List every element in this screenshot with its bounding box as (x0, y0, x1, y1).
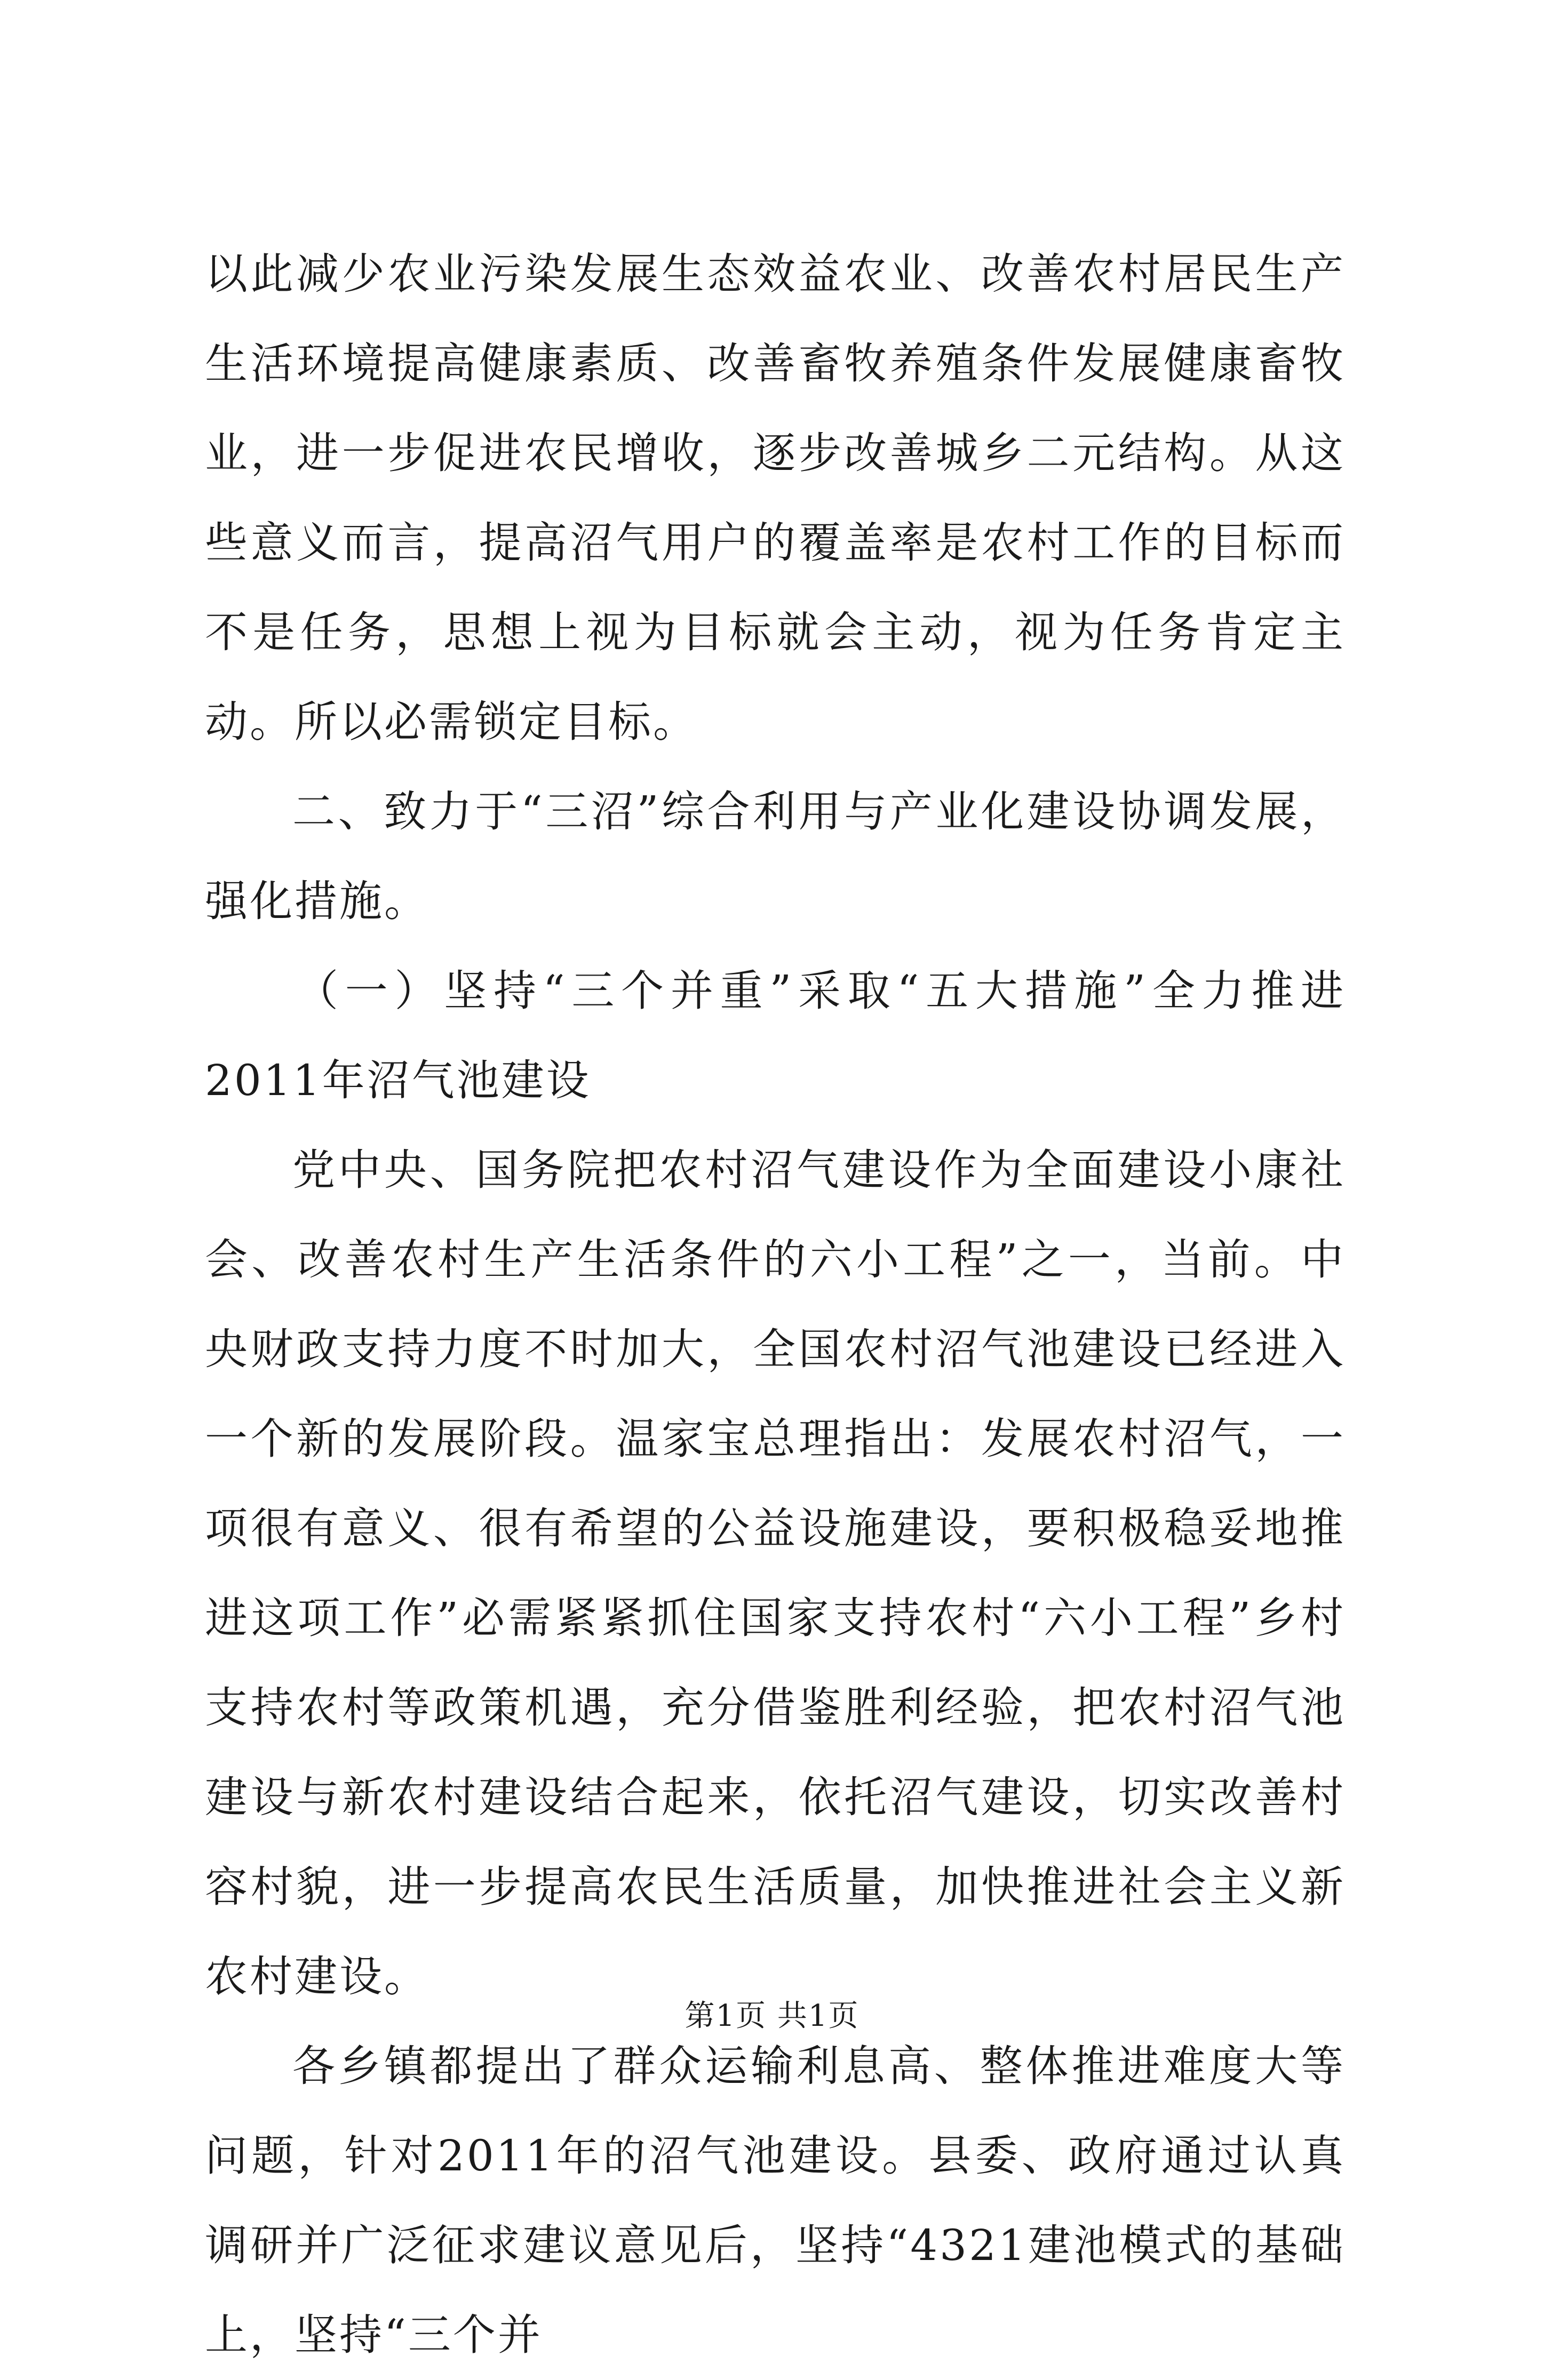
page-footer: 第1页 共1页 (685, 1999, 859, 2033)
document-body (205, 229, 1346, 2380)
subsection-heading-1: （一）坚持“三个并重”采取“五大措施”全力推进2011年沼气池建设 (205, 966, 1346, 1105)
section-heading-2: 二、致力于“三沼”综合利用与产业化建设协调发展，强化措施。 (205, 787, 1346, 926)
paragraph-township-issues: 各乡镇都提出了群众运输利息高、整体推进难度大等问题，针对2011年的沼气池建设。县委、政府通过认真调研并广泛征求建议意见后，坚持“4321建池模式的基础上，坚持“三个并 (205, 2041, 1346, 2360)
paragraph-continued: 以此减少农业污染发展生态效益农业、改善农村居民生产生活环境提高健康素质、改善畜牧养殖条件发展健康畜牧业，进一步促进农民增收，逐步改善城乡二元结构。从这些意义而言，提高沼气用户的覆盖率是农村工作的目标而不是任务，思想上视为目标就会主动，视为任务肯定主动。所以必需锁定目标。 (205, 249, 1346, 747)
paragraph-central-policy: 党中央、国务院把农村沼气建设作为全面建设小康社会、改善农村生产生活条件的六小工程”之一，当前。中央财政支持力度不时加大，全国农村沼气池建设已经进入一个新的发展阶段。温家宝总理指出：发展农村沼气，一项很有意义、很有希望的公益设施建设，要积极稳妥地推进这项工作”必需紧紧抓住国家支持农村“六小工程”乡村支持农村等政策机遇，充分借鉴胜利经验，把农村沼气池建设与新农村建设结合起来，依托沼气建设，切实改善村容村貌，进一步提高农民生活质量，加快推进社会主义新农村建设。 (205, 1145, 1346, 2001)
